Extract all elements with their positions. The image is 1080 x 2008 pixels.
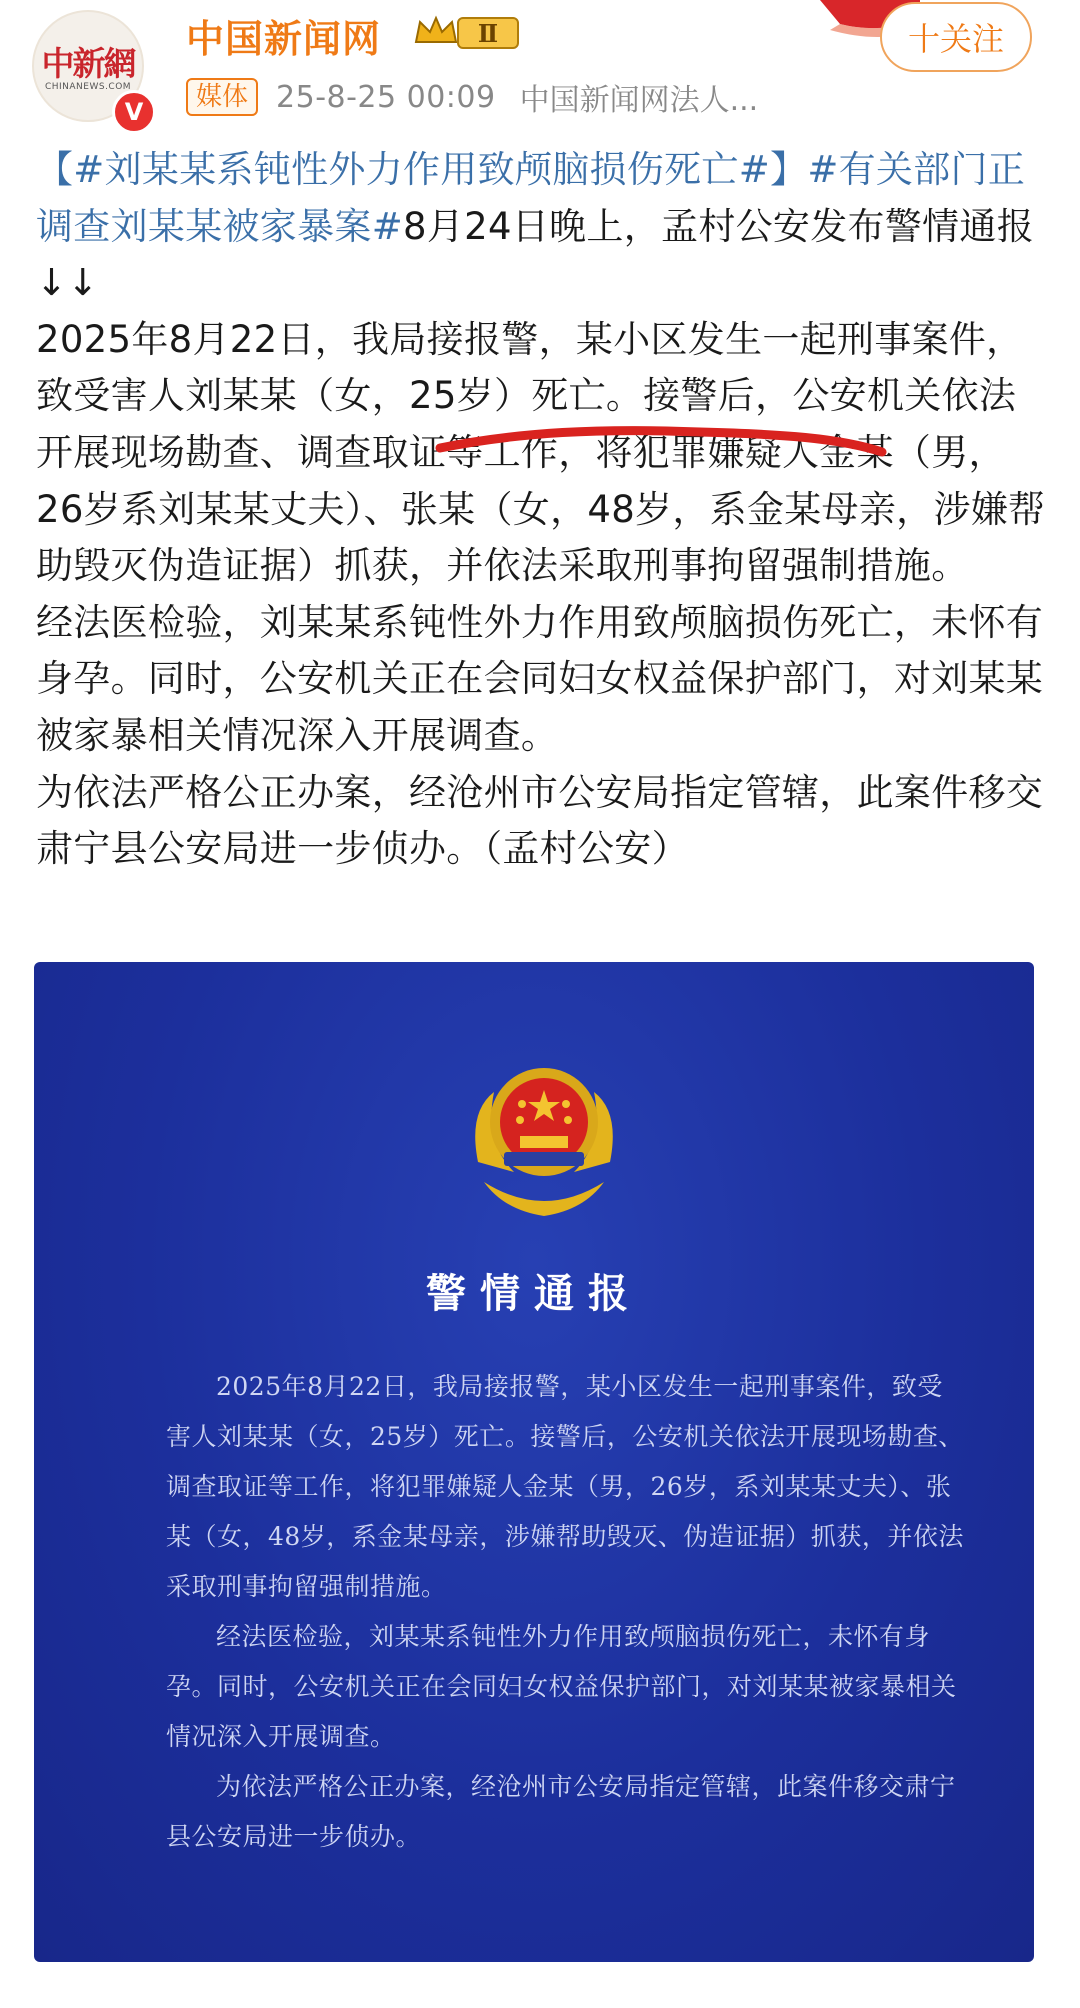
- post-paragraph-3: 为依法严格公正办案，经沧州市公安局指定管辖，此案件移交肃宁县公安局进一步侦办。（孟村公安）: [36, 770, 1044, 871]
- level-badge-text: Ⅱ: [477, 19, 499, 48]
- post-line-headline: [36, 142, 1046, 312]
- avatar[interactable]: [32, 10, 150, 128]
- post-intro-text: 8月24日晚上，孟村公安发布警情通报↓↓: [36, 204, 1035, 305]
- post-meta: [186, 76, 758, 118]
- notice-paragraph-2: 经法医检验，刘某某系钝性外力作用致颅脑损伤死亡，未怀有身孕。同时，公安机关正在会同妇女权益保护部门，对刘某某被家暴相关情况深入开展调查。: [166, 1622, 957, 1751]
- avatar-logo-text: 中新網: [41, 44, 135, 83]
- post-header: [0, 0, 1080, 135]
- username[interactable]: 中国新闻网: [186, 17, 382, 61]
- notice-paragraph-3: 为依法严格公正办案，经沧州市公安局指定管辖，此案件移交肃宁县公安局进一步侦办。: [166, 1772, 956, 1851]
- verified-icon: V: [112, 90, 156, 134]
- post-paragraph-1: 2025年8月22日，我局接报警，某小区发生一起刑事案件，致受害人刘某某（女，25岁）死亡。接警后，公安机关依法开展现场勘查、调查取证等工作，将犯罪嫌疑人金某（男，26岁系刘某某丈夫）、张某（女，48岁，系金某母亲，涉嫌帮助毁灭伪造证据）抓获，并依法采取刑事拘留强制措施。: [36, 317, 1046, 588]
- avatar-logo-subtext: CHINANEWS.COM: [44, 82, 132, 92]
- hashtag-link-investigation[interactable]: #有关部门正调查刘某某被家暴案#: [36, 148, 1026, 248]
- crown-level-badge-icon: [412, 12, 522, 54]
- post-paragraph-2: 经法医检验，刘某某系钝性外力作用致颅脑损伤死亡，未怀有身孕。同时，公安机关正在会同妇女权益保护部门，对刘某某被家暴相关情况深入开展调查。: [36, 600, 1044, 757]
- notice-body: [166, 1362, 966, 1862]
- post-body: [36, 142, 1046, 878]
- police-notice-image[interactable]: [34, 962, 1034, 1962]
- notice-paragraph-1: 2025年8月22日，我局接报警，某小区发生一起刑事案件，致受害人刘某某（女，25岁）死亡。接警后，公安机关依法开展现场勘查、调查取证等工作，将犯罪嫌疑人金某（男，26岁，系刘某某丈夫）、张某（女，48岁，系金某母亲，涉嫌帮助毁灭、伪造证据）抓获，并依法采取刑事拘留强制措施。: [166, 1372, 964, 1601]
- post-source[interactable]: 中国新闻网法人...: [519, 83, 759, 118]
- post-timestamp: 25-8-25 00:09: [276, 79, 496, 115]
- follow-button[interactable]: 十关注: [880, 2, 1032, 72]
- notice-title: 警情通报: [426, 1270, 642, 1317]
- police-emblem-icon: [464, 1052, 624, 1222]
- media-tag: 媒体: [186, 78, 258, 116]
- hashtag-link-death-cause[interactable]: 【#刘某某系钝性外力作用致颅脑损伤死亡#】: [36, 148, 808, 191]
